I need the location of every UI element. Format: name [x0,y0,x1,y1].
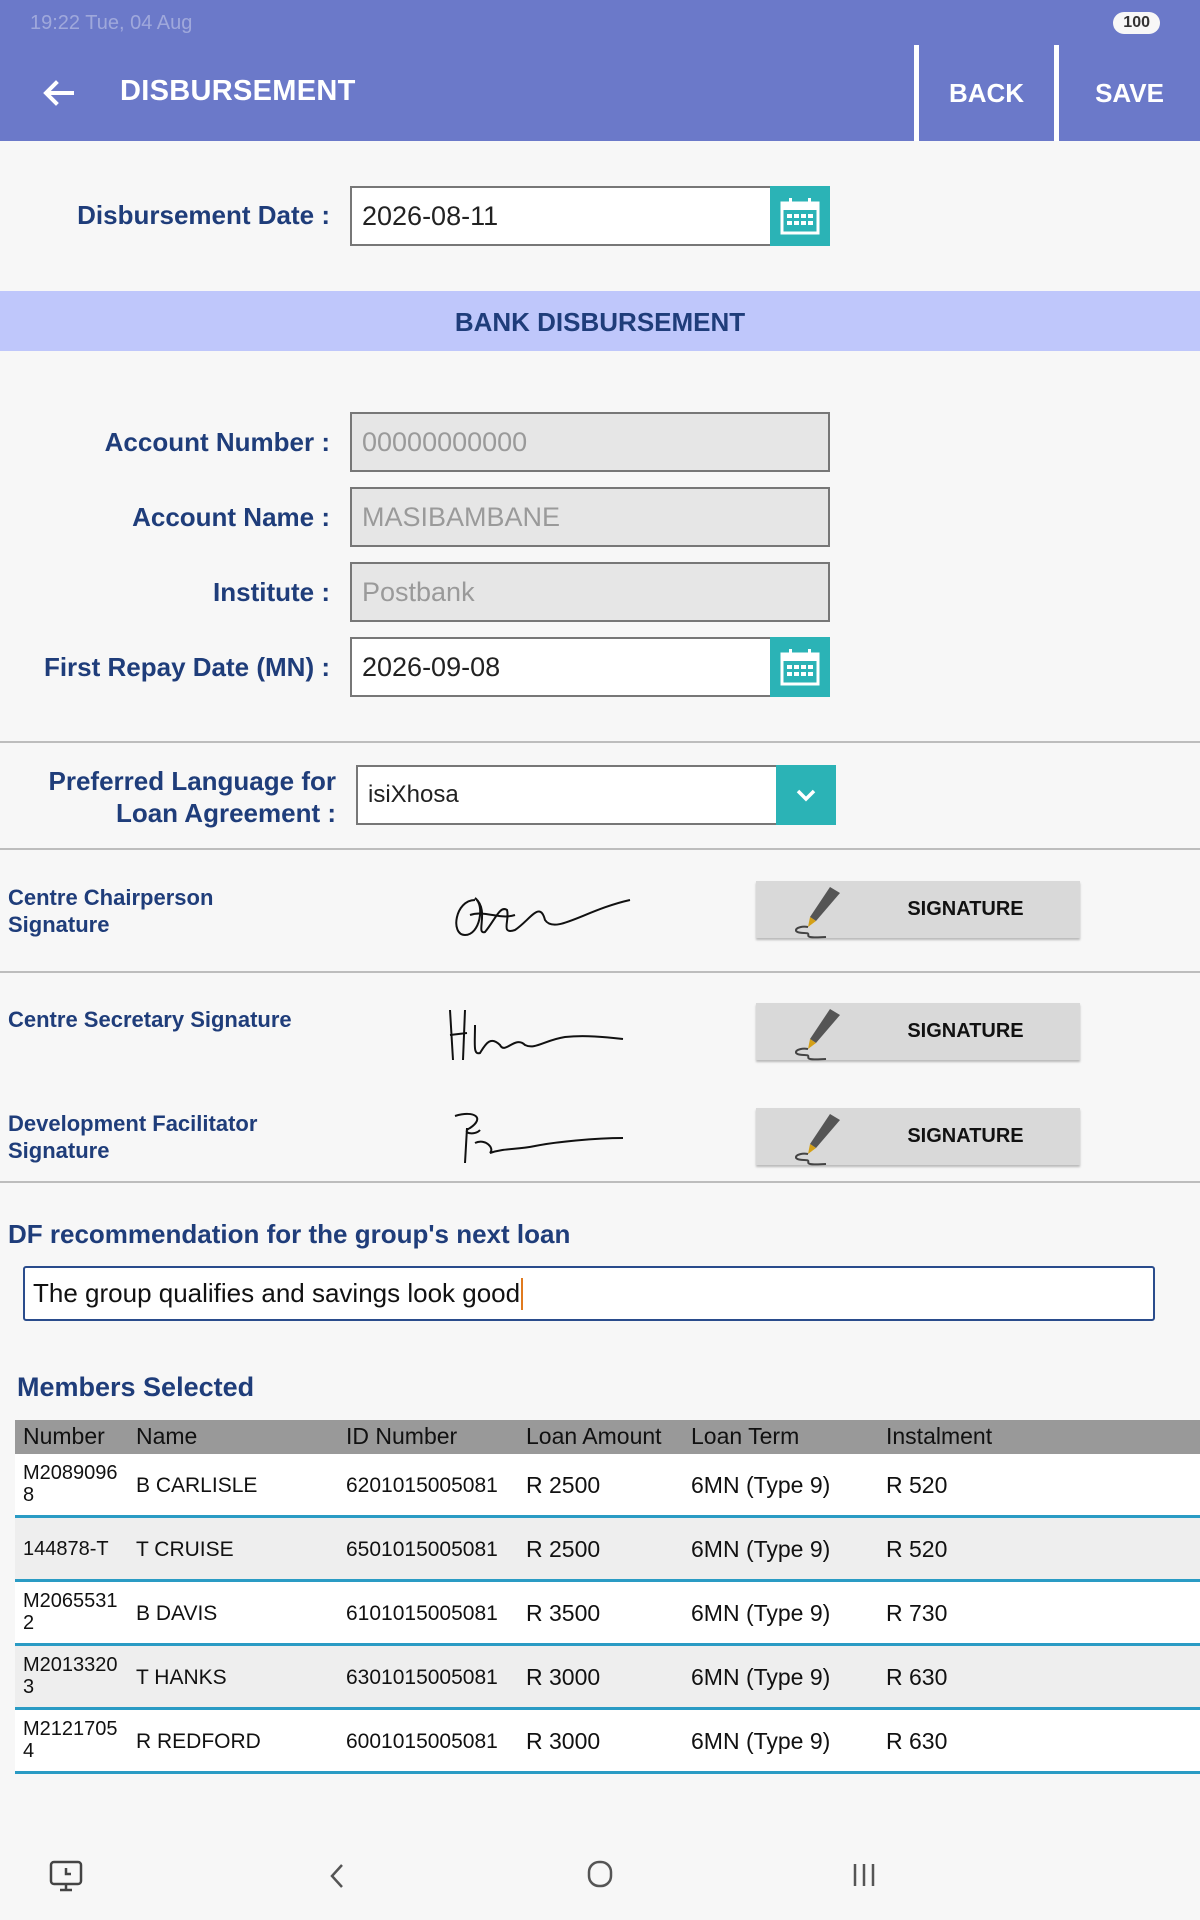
language-dropdown-button[interactable] [776,765,836,825]
chairperson-signature-image [445,880,635,940]
member-number [23,1718,133,1762]
disbursement-calendar-button[interactable] [770,186,830,246]
divider [0,1181,1200,1183]
column-header: Instalment [886,1423,993,1449]
recommendation-input-value: The group qualifies and savings look good [33,1278,521,1308]
column-header: Name [136,1423,198,1449]
member-id: 6201015005081 [346,1474,498,1497]
member-instalment: R 520 [886,1472,948,1498]
chevron-down-icon [795,788,817,802]
preferred-language-label-line2: Loan Agreement : [115,798,336,828]
institute-field: Postbank [350,562,830,622]
first-repay-date-field[interactable]: 2026-09-08 [350,637,772,697]
account-number-field: 00000000000 [350,412,830,472]
member-instalment: R 630 [886,1728,948,1754]
member-loan-term: 6MN (Type 9) [691,1664,831,1690]
first-repay-date-label: First Repay Date (MN) : [43,652,330,682]
status-bar [0,0,1200,45]
member-loan-term: 6MN (Type 9) [691,1472,831,1498]
member-loan-term: 6MN (Type 9) [691,1536,831,1562]
disbursement-date-field[interactable]: 2026-08-11 [350,186,772,246]
text-cursor [521,1278,523,1310]
column-header: Number [23,1423,105,1449]
member-number-part: 2 [23,1612,35,1634]
member-id: 6101015005081 [346,1602,498,1625]
table-row[interactable] [15,1646,1200,1710]
member-loan-amount: R 2500 [526,1472,601,1498]
member-name: B DAVIS [136,1602,218,1625]
status-time-date: 19:22 Tue, 04 Aug [30,12,193,34]
system-navigation-bar [0,1835,1200,1920]
table-row[interactable] [15,1518,1200,1582]
member-number-part: 4 [23,1740,35,1762]
calendar-icon [780,197,820,235]
account-name-field: MASIBAMBANE [350,487,830,547]
members-selected-title: Members Selected [17,1372,255,1402]
nav-recents-icon[interactable] [850,1861,878,1889]
member-id: 6001015005081 [346,1730,498,1753]
table-row[interactable] [15,1582,1200,1646]
facilitator-signature-button[interactable] [756,1108,1080,1165]
account-number-label: Account Number : [104,427,330,457]
preferred-language-label [20,765,336,829]
member-number [23,1462,133,1506]
member-instalment: R 630 [886,1664,948,1690]
status-icons [1113,12,1160,34]
save-button[interactable]: SAVE [1054,45,1200,141]
member-name: T HANKS [136,1666,227,1689]
member-instalment: R 730 [886,1600,948,1626]
member-name: T CRUISE [136,1538,234,1561]
member-name: B CARLISLE [136,1474,258,1497]
member-number-part: 3 [23,1676,35,1698]
member-loan-amount: R 3500 [526,1600,601,1626]
recommendation-label: DF recommendation for the group's next loan [8,1219,571,1249]
members-table-header [15,1420,1200,1454]
language-select[interactable]: isiXhosa [356,765,778,825]
title-area [0,45,914,141]
member-name: R REDFORD [136,1730,261,1753]
secretary-signature-label-line1: Centre Secretary Signature [8,1007,292,1032]
facilitator-signature-label-line1: Development Facilitator [8,1111,258,1136]
chairperson-signature-label [8,884,338,938]
facilitator-signature-label-line2: Signature [8,1138,110,1163]
chairperson-signature-button[interactable] [756,881,1080,938]
chairperson-signature-label-line2: Signature [8,912,110,937]
table-row[interactable] [15,1710,1200,1774]
chairperson-signature-button-label: SIGNATURE [907,898,1024,920]
facilitator-signature-button-label: SIGNATURE [907,1125,1024,1147]
account-name-label: Account Name : [132,502,330,532]
secretary-signature-image [445,1005,625,1065]
fountain-pen-icon [786,1007,846,1061]
recommendation-input[interactable] [23,1266,1155,1321]
back-button[interactable]: BACK [914,45,1054,141]
divider [0,741,1200,743]
member-id: 6501015005081 [346,1538,498,1561]
divider [0,848,1200,850]
member-number [23,1538,133,1560]
secretary-signature-label [8,1006,338,1033]
calendar-icon [780,648,820,686]
app-bar [0,45,1200,141]
disbursement-date-label: Disbursement Date : [77,200,330,230]
member-loan-amount: R 3000 [526,1728,601,1754]
member-number-part: M2121705 [23,1718,118,1740]
member-number-part: M2013320 [23,1654,118,1676]
first-repay-calendar-button[interactable] [770,637,830,697]
nav-back-icon[interactable] [327,1861,347,1891]
battery-indicator: 100 [1113,12,1160,34]
table-row[interactable] [15,1454,1200,1518]
member-instalment: R 520 [886,1536,948,1562]
member-number-part: M2065531 [23,1590,118,1612]
preferred-language-label-line1: Preferred Language for [48,766,336,796]
back-arrow-icon[interactable] [38,73,78,113]
fountain-pen-icon [786,885,846,939]
secretary-signature-button-label: SIGNATURE [907,1020,1024,1042]
chairperson-signature-label-line1: Centre Chairperson [8,885,214,910]
member-number [23,1590,133,1634]
fountain-pen-icon [786,1112,846,1166]
member-loan-term: 6MN (Type 9) [691,1600,831,1626]
column-header: Loan Term [691,1423,800,1449]
member-loan-amount: R 3000 [526,1664,601,1690]
column-header: Loan Amount [526,1423,662,1449]
divider [0,971,1200,973]
secretary-signature-button[interactable] [756,1003,1080,1060]
member-number-part: 8 [23,1484,35,1506]
nav-home-icon[interactable] [586,1859,614,1889]
member-number-part: 144878-T [23,1538,109,1560]
member-id: 6301015005081 [346,1666,498,1689]
recent-apps-screen-icon[interactable] [48,1859,84,1893]
bank-disbursement-header: BANK DISBURSEMENT [0,291,1200,351]
page-title: DISBURSEMENT [120,75,356,107]
institute-label: Institute : [213,577,330,607]
facilitator-signature-label [8,1110,338,1164]
member-loan-term: 6MN (Type 9) [691,1728,831,1754]
member-loan-amount: R 2500 [526,1536,601,1562]
facilitator-signature-image [445,1108,625,1168]
member-number [23,1654,133,1698]
member-number-part: M2089096 [23,1462,118,1484]
column-header: ID Number [346,1423,458,1449]
